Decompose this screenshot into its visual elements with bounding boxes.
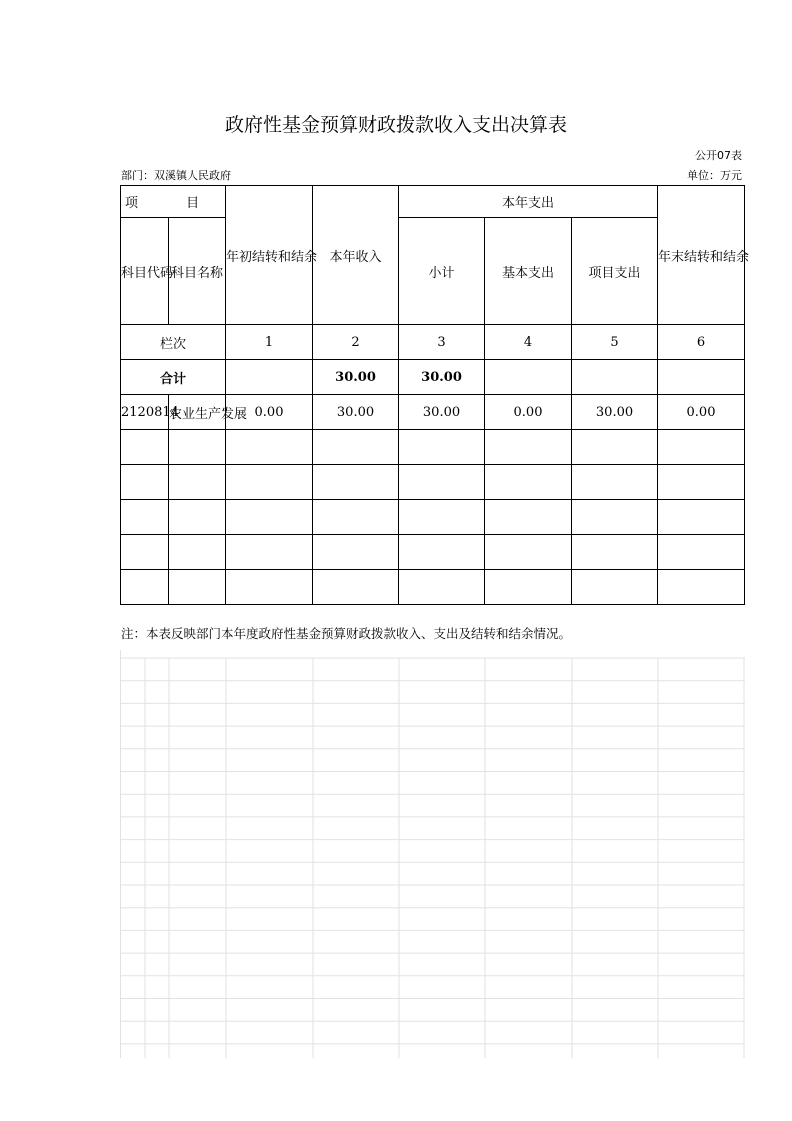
header-begin-balance: 年初结转和结余 xyxy=(226,186,313,325)
value-cell: 0.00 xyxy=(226,395,313,430)
column-index: 4 xyxy=(485,325,572,360)
value-cell: 0.00 xyxy=(485,395,572,430)
total-label: 合计 xyxy=(121,360,226,395)
header-end-balance: 年末结转和结余 xyxy=(658,186,745,325)
total-cell xyxy=(485,360,572,395)
column-index: 5 xyxy=(572,325,658,360)
subject-code: 2120814 xyxy=(121,395,169,430)
header-subtotal: 小计 xyxy=(399,218,485,325)
empty-row xyxy=(121,465,745,500)
page-title: 政府性基金预算财政拨款收入支出决算表 xyxy=(224,114,567,136)
header-income: 本年收入 xyxy=(313,186,399,325)
column-index-label: 栏次 xyxy=(121,325,226,360)
department-label: 部门：双溪镇人民政府 xyxy=(121,169,231,182)
header-code: 科目代码 xyxy=(121,218,169,325)
table-row xyxy=(121,395,745,430)
empty-row xyxy=(121,500,745,535)
total-cell: 30.00 xyxy=(313,360,399,395)
spreadsheet-gridlines xyxy=(120,650,745,1058)
value-cell: 0.00 xyxy=(658,395,745,430)
empty-row xyxy=(121,535,745,570)
header-name: 科目名称 xyxy=(169,218,226,325)
header-project: 项目支出 xyxy=(572,218,658,325)
unit-label: 单位：万元 xyxy=(687,169,742,182)
footnote: 注：本表反映部门本年度政府性基金预算财政拨款收入、支出及结转和结余情况。 xyxy=(121,626,572,641)
column-index: 2 xyxy=(313,325,399,360)
header-basic: 基本支出 xyxy=(485,218,572,325)
header-item: 项 目 xyxy=(121,186,226,218)
total-cell xyxy=(226,360,313,395)
budget-table xyxy=(120,185,750,605)
column-index: 6 xyxy=(658,325,745,360)
total-cell: 30.00 xyxy=(399,360,485,395)
header-expense-group: 本年支出 xyxy=(399,186,658,218)
value-cell: 30.00 xyxy=(572,395,658,430)
value-cell: 30.00 xyxy=(399,395,485,430)
total-cell xyxy=(658,360,745,395)
column-index: 1 xyxy=(226,325,313,360)
value-cell: 30.00 xyxy=(313,395,399,430)
total-cell xyxy=(572,360,658,395)
form-code: 公开07表 xyxy=(695,149,742,162)
empty-row xyxy=(121,570,745,605)
subject-name: 农业生产发展 xyxy=(169,395,226,430)
empty-row xyxy=(121,430,745,465)
column-index: 3 xyxy=(399,325,485,360)
